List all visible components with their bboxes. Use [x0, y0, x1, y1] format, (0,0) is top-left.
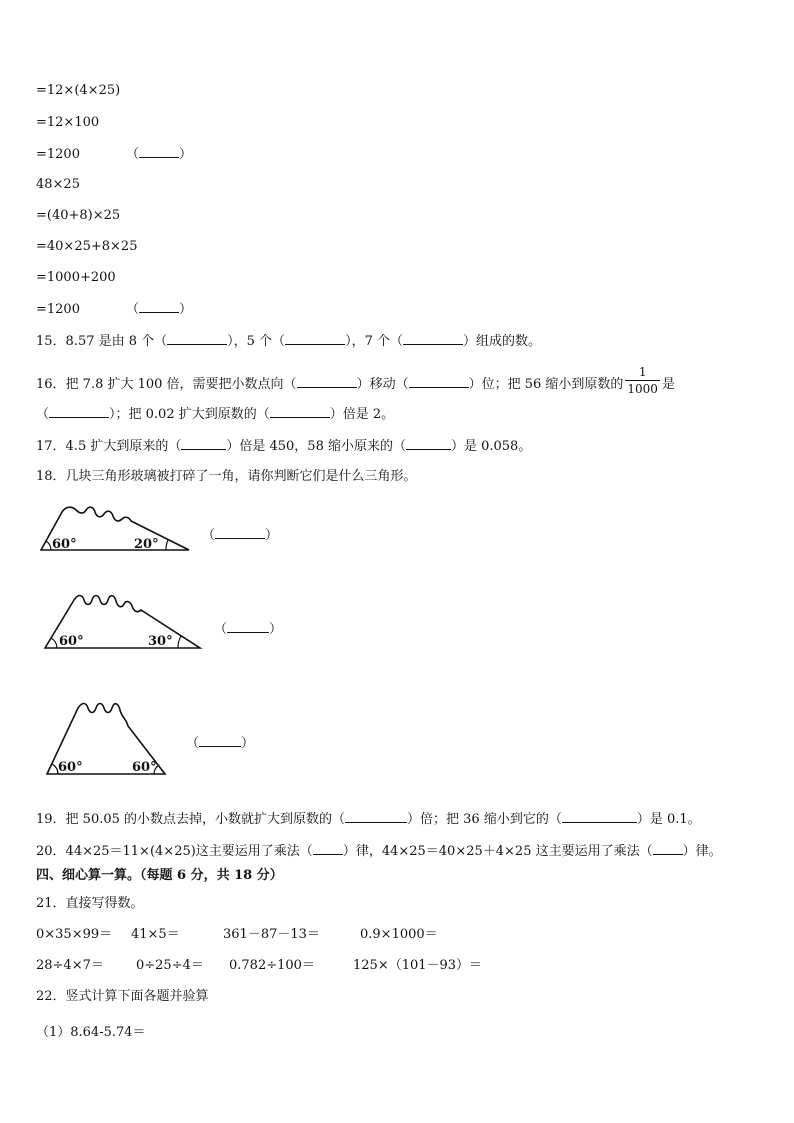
question-20: 20．44×25＝11×(4×25)这主要运用了乘法（ ）律，44×25＝40×25＋4×25 这主要运用了乘法（ ）律。: [36, 844, 722, 859]
answer-paren: （ ）: [125, 302, 193, 317]
calc-row: [36, 926, 438, 944]
calc-item: 361－87－13＝: [223, 927, 320, 942]
answer-blank[interactable]: [139, 145, 179, 158]
broken-triangle-2: [40, 588, 206, 654]
question-19: 19．把 50.05 的小数点去掉，小数就扩大到原数的（ ）倍；把 36 缩小到它的（ ）是 0.1。: [36, 812, 701, 827]
step-line: [36, 145, 192, 164]
calc-item: 0×35×99＝: [36, 927, 113, 942]
answer-paren: （ ）: [186, 736, 255, 751]
answer-blank[interactable]: [562, 810, 637, 823]
step-line: =12×100: [36, 115, 100, 130]
answer-paren: （ ）: [214, 622, 283, 637]
question-21: 21．直接写得数。: [36, 896, 144, 911]
answer-blank[interactable]: [270, 405, 330, 418]
section-heading: 四、细心算一算。（每题 6 分，共 18 分）: [36, 868, 283, 883]
question-15: 15．8.57 是由 8 个（ ），5 个（ ），7 个（ ）组成的数。: [36, 334, 541, 349]
question-17: 17．4.5 扩大到原来的（ ）倍是 450，58 缩小原来的（ ）是 0.058。: [36, 439, 532, 454]
angle-label-left: 60°: [52, 537, 77, 552]
answer-blank[interactable]: [313, 842, 343, 855]
answer-blank[interactable]: [199, 734, 241, 747]
fraction: $\frac{1}{1000}$: [627, 365, 658, 396]
step-line: =12×(4×25): [36, 83, 121, 98]
answer-blank[interactable]: [297, 375, 357, 388]
calc-item: 125×（101－93）＝: [353, 958, 483, 973]
angle-label-left: 60°: [58, 760, 83, 775]
question-18: 18．几块三角形玻璃被打碎了一角，请你判断它们是什么三角形。: [36, 469, 417, 484]
question-22-1: （1）8.64-5.74＝: [36, 1025, 146, 1040]
calc-row: [36, 957, 482, 975]
broken-triangle-3: [42, 698, 172, 780]
calc-item: 0.9×1000＝: [360, 927, 438, 942]
answer-blank[interactable]: [285, 332, 345, 345]
angle-label-right: 20°: [134, 537, 159, 552]
calc-item: 0.782÷100＝: [229, 958, 315, 973]
answer-paren: （ ）: [202, 528, 279, 543]
answer-blank[interactable]: [653, 842, 683, 855]
angle-label-right: 60°: [132, 760, 157, 775]
calc-item: 28÷4×7＝: [36, 958, 104, 973]
answer-blank[interactable]: [49, 405, 109, 418]
calc-item: 0÷25÷4＝: [136, 958, 204, 973]
answer-blank[interactable]: [227, 620, 269, 633]
step-text: =1200: [36, 302, 80, 317]
calc-item: 41×5＝: [131, 927, 180, 942]
step-line: [36, 300, 192, 319]
answer-blank[interactable]: [406, 437, 451, 450]
angle-label-left: 60°: [59, 634, 84, 649]
answer-blank[interactable]: [345, 810, 407, 823]
step-line: =1000+200: [36, 270, 116, 285]
question-22: 22．竖式计算下面各题并验算: [36, 989, 209, 1004]
answer-blank[interactable]: [167, 332, 227, 345]
answer-blank[interactable]: [181, 437, 226, 450]
answer-blank[interactable]: [403, 332, 463, 345]
answer-blank[interactable]: [215, 526, 265, 539]
question-16-cont: （ ）；把 0.02 扩大到原数的（ ）倍是 2。: [36, 407, 395, 422]
broken-triangle-1: [36, 500, 196, 556]
question-16: 16．把 7.8 扩大 100 倍，需要把小数点向（ ）移动（ ）位；把 56 缩小到原数的 $\frac{1}{1000}$ 是: [36, 365, 675, 396]
answer-blank[interactable]: [409, 375, 469, 388]
angle-label-right: 30°: [148, 634, 173, 649]
answer-blank[interactable]: [139, 300, 179, 313]
step-line: 48×25: [36, 177, 80, 192]
step-line: =(40+8)×25: [36, 208, 121, 223]
step-text: =1200: [36, 147, 80, 162]
step-line: =40×25+8×25: [36, 239, 138, 254]
answer-paren: （ ）: [125, 147, 193, 162]
